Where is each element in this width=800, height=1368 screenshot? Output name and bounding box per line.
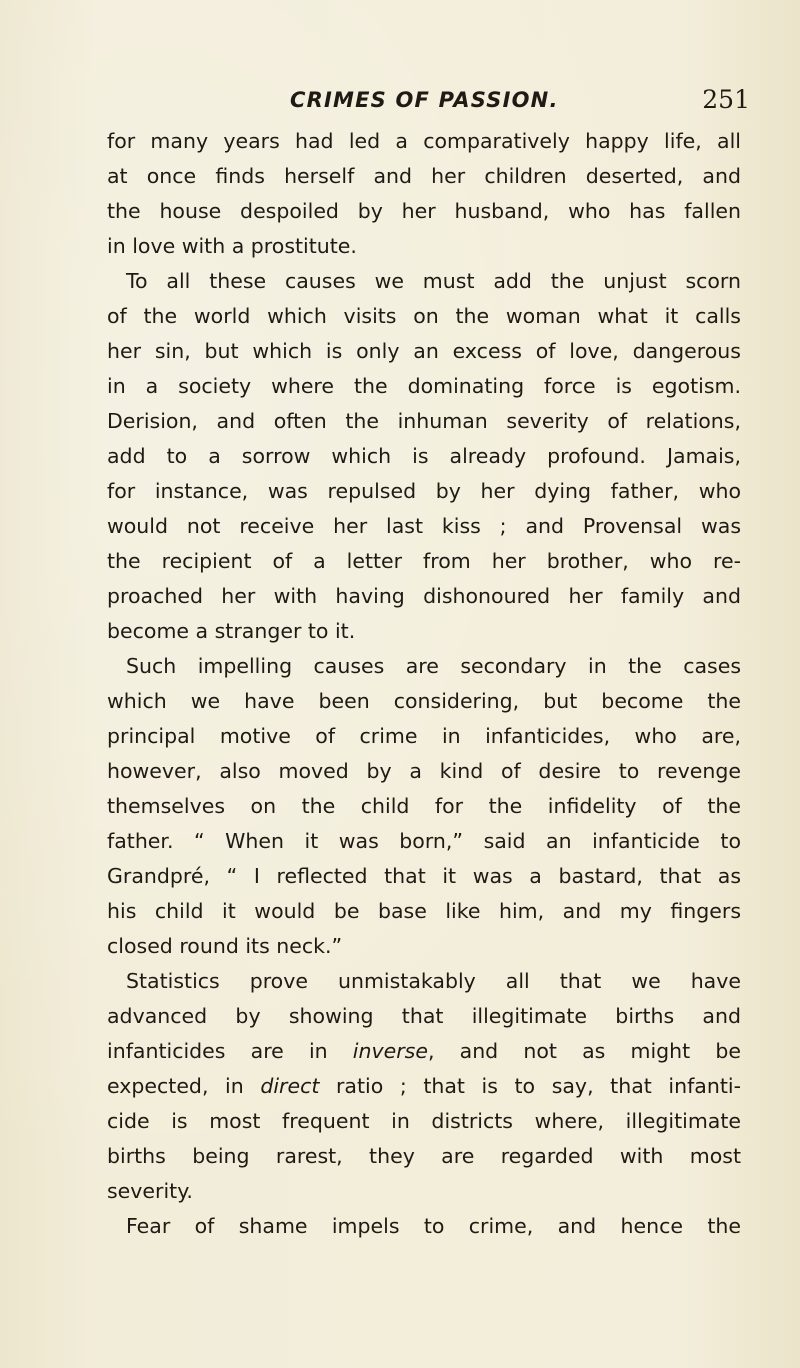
text-run: infanticides are in [107, 1039, 353, 1063]
text-line: To all these causes we must add the unjust scorn [126, 269, 741, 293]
italic-word: direct [260, 1074, 320, 1098]
text-line: severity. [107, 1179, 193, 1203]
text-line: become a stranger to it. [107, 619, 356, 643]
text-line: for instance, was repulsed by her dying father, who [107, 479, 741, 503]
text-line: at once finds herself and her children deserted, and [107, 164, 741, 188]
text-line: closed round its neck.” [107, 934, 343, 958]
text-line: add to a sorrow which is already profound. Jamais, [107, 444, 741, 468]
text-line: cide is most frequent in districts where, illegitimate [107, 1109, 741, 1133]
text-line: Statistics prove unmistakably all that we have [126, 969, 741, 993]
text-line: Fear of shame impels to crime, and hence the [126, 1214, 741, 1238]
text-run: , and not as might be [427, 1039, 741, 1063]
text-line: themselves on the child for the infidelity of the [107, 794, 741, 818]
text-line: her sin, but which is only an excess of love, dangerous [107, 339, 741, 363]
text-line: in love with a prostitute. [107, 234, 357, 258]
running-title: CRIMES OF PASSION. [290, 88, 559, 112]
text-run: ratio ; that is to say, that infanti- [319, 1074, 741, 1098]
text-line: the house despoiled by her husband, who has fallen [107, 199, 741, 223]
text-line: births being rarest, they are regarded with most [107, 1144, 741, 1168]
running-head [290, 85, 750, 120]
text-line: the recipient of a letter from her brother, who re- [107, 549, 741, 573]
text-line [107, 1034, 741, 1069]
text-line: which we have been considering, but become the [107, 689, 741, 713]
text-line: father. “ When it was born,” said an infanticide to [107, 829, 741, 853]
page-number: 251 [702, 85, 750, 114]
text-line: principal motive of crime in infanticides, who are, [107, 724, 741, 748]
body-text [107, 124, 741, 1244]
text-line: would not receive her last kiss ; and Provensal was [107, 514, 741, 538]
text-line: in a society where the dominating force is egotism. [107, 374, 741, 398]
text-run: expected, in [107, 1074, 261, 1098]
text-line: advanced by showing that illegitimate births and [107, 1004, 741, 1028]
text-line: however, also moved by a kind of desire to revenge [107, 759, 741, 783]
text-line [107, 1069, 741, 1104]
text-line: Grandpré, “ I reflected that it was a bastard, that as [107, 864, 741, 888]
text-line: for many years had led a comparatively happy life, all [107, 129, 741, 153]
text-line: proached her with having dishonoured her family and [107, 584, 741, 608]
italic-word: inverse [352, 1039, 428, 1063]
text-line: Such impelling causes are secondary in the cases [126, 654, 741, 678]
text-line: Derision, and often the inhuman severity of relations, [107, 409, 741, 433]
text-line: of the world which visits on the woman what it calls [107, 304, 741, 328]
text-line: his child it would be base like him, and my fingers [107, 899, 741, 923]
